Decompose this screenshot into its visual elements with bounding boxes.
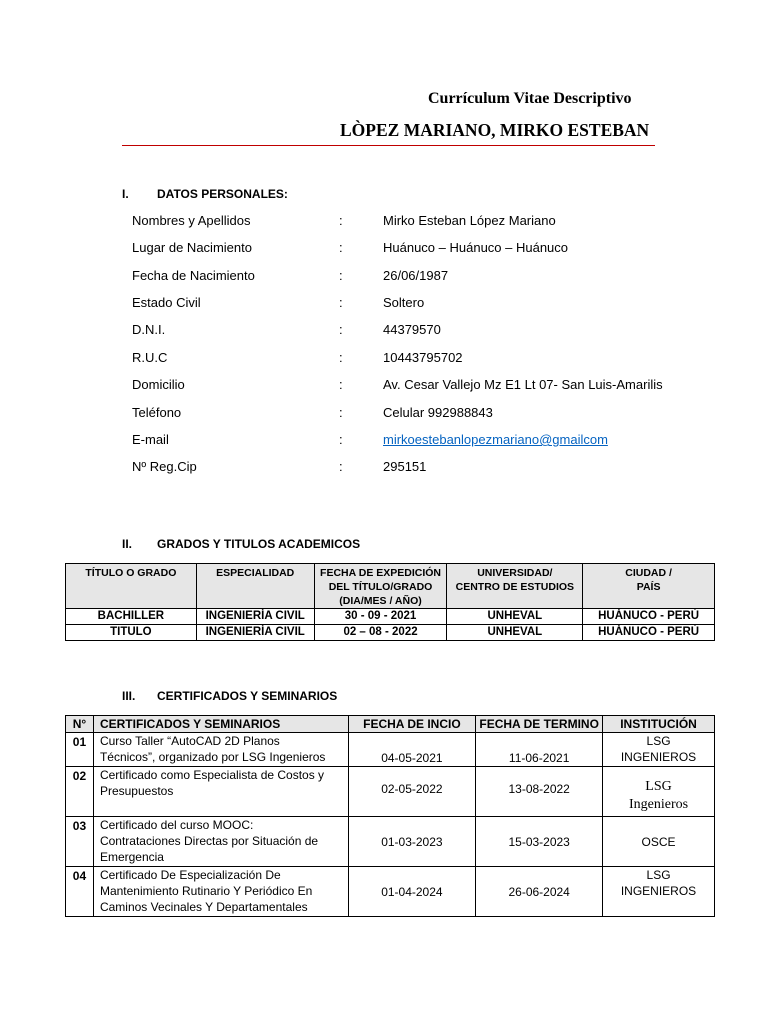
personal-row <box>0 350 768 370</box>
header-ciudad: CIUDAD / PAÍS <box>583 564 715 609</box>
header-especialidad: ESPECIALIDAD <box>196 564 314 609</box>
cell-num: 04 <box>66 867 94 917</box>
table-header-row <box>66 564 715 609</box>
header-num: N° <box>66 716 94 733</box>
field-colon: : <box>339 405 343 420</box>
cell-fecha: 02 – 08 - 2022 <box>314 625 447 641</box>
personal-row <box>0 432 768 452</box>
personal-row <box>0 459 768 479</box>
field-colon: : <box>339 459 343 474</box>
cell-fecha-termino: 13-08-2022 <box>476 767 603 817</box>
field-value: Huánuco – Huánuco – Huánuco <box>383 240 569 255</box>
grados-table <box>65 563 715 641</box>
field-colon: : <box>339 377 343 392</box>
cell-universidad: UNHEVAL <box>447 625 583 641</box>
cell-fecha-termino: 11-06-2021 <box>476 733 603 767</box>
cell-num: 01 <box>66 733 94 767</box>
section-number: I. <box>122 187 129 201</box>
field-value: Soltero <box>383 295 425 310</box>
header-fecha-termino: FECHA DE TERMINO <box>476 716 603 733</box>
header-certificados: CERTIFICADOS Y SEMINARIOS <box>93 716 348 733</box>
field-colon: : <box>339 240 343 255</box>
field-colon: : <box>339 350 343 365</box>
field-value: Celular 992988843 <box>383 405 493 420</box>
field-label: E-mail <box>132 432 169 447</box>
table-row <box>66 609 715 625</box>
field-value: 26/06/1987 <box>383 268 449 283</box>
email-link[interactable]: mirkoestebanlopezmariano@gmailcom <box>383 432 608 447</box>
cell-description: Certificado De Especialización De Mantenimiento Rutinario Y Periódico En Caminos Vecinales Y Departamentales <box>93 867 348 917</box>
cell-num: 02 <box>66 767 94 817</box>
candidate-name: LÒPEZ MARIANO, MIRKO ESTEBAN <box>340 120 650 140</box>
personal-row <box>0 213 768 233</box>
cell-titulo: TITULO <box>66 625 197 641</box>
cell-fecha-termino: 26-06-2024 <box>476 867 603 917</box>
document-title: Currículum Vitae Descriptivo <box>428 90 632 107</box>
field-value: 44379570 <box>383 322 441 337</box>
field-colon: : <box>339 268 343 283</box>
cell-especialidad: INGENIERÍA CIVIL <box>196 609 314 625</box>
field-colon: : <box>339 322 343 337</box>
header-fecha-inicio: FECHA DE INCIO <box>348 716 476 733</box>
section-title: GRADOS Y TITULOS ACADEMICOS <box>157 537 361 551</box>
cell-num: 03 <box>66 817 94 867</box>
cell-fecha-inicio: 02-05-2022 <box>348 767 476 817</box>
field-label: D.N.I. <box>132 322 166 337</box>
cell-fecha-termino: 15-03-2023 <box>476 817 603 867</box>
table-row <box>66 817 715 867</box>
cell-universidad: UNHEVAL <box>447 609 583 625</box>
field-value: 10443795702 <box>383 350 463 365</box>
field-label: Nº Reg.Cip <box>132 459 197 474</box>
field-label: Estado Civil <box>132 295 201 310</box>
cell-description: Curso Taller “AutoCAD 2D Planos Técnicos”, organizado por LSG Ingenieros <box>93 733 348 767</box>
header-titulo: TÍTULO O GRADO <box>66 564 197 609</box>
field-label: Nombres y Apellidos <box>132 213 251 228</box>
table-row <box>66 867 715 917</box>
cell-fecha-inicio: 04-05-2021 <box>348 733 476 767</box>
section-number: II. <box>122 537 133 551</box>
cell-institucion: LSG INGENIEROS <box>603 867 715 917</box>
cell-ciudad: HUÁNUCO - PERÚ <box>583 609 715 625</box>
cell-ciudad: HUÁNUCO - PERÚ <box>583 625 715 641</box>
section-title: CERTIFICADOS Y SEMINARIOS <box>157 689 338 703</box>
cell-fecha-inicio: 01-03-2023 <box>348 817 476 867</box>
table-header-row <box>66 716 715 733</box>
personal-row <box>0 405 768 425</box>
cell-description: Certificado como Especialista de Costos y Presupuestos <box>93 767 348 817</box>
personal-row <box>0 377 768 397</box>
cell-institucion: OSCE <box>603 817 715 867</box>
field-value: Av. Cesar Vallejo Mz E1 Lt 07- San Luis-Amarilis <box>383 377 663 392</box>
header-fecha-expedicion: FECHA DE EXPEDICIÓN DEL TÍTULO/GRADO (DIA/MES / AÑO) <box>314 564 447 609</box>
table-row <box>66 767 715 817</box>
personal-row <box>0 322 768 342</box>
cell-titulo: BACHILLER <box>66 609 197 625</box>
field-label: R.U.C <box>132 350 168 365</box>
header-universidad: UNIVERSIDAD/ CENTRO DE ESTUDIOS <box>447 564 583 609</box>
cell-institucion: LSG INGENIEROS <box>603 733 715 767</box>
personal-row <box>0 268 768 288</box>
cell-description: Certificado del curso MOOC: Contrataciones Directas por Situación de Emergencia <box>93 817 348 867</box>
field-value: Mirko Esteban López Mariano <box>383 213 556 228</box>
header-institucion: INSTITUCIÓN <box>603 716 715 733</box>
table-row <box>66 625 715 641</box>
field-colon: : <box>339 213 343 228</box>
cell-especialidad: INGENIERÍA CIVIL <box>196 625 314 641</box>
field-label: Domicilio <box>132 377 185 392</box>
certificados-table <box>65 715 715 917</box>
cell-institucion: LSG Ingenieros <box>603 767 715 817</box>
personal-row <box>0 240 768 260</box>
table-row <box>66 733 715 767</box>
title-divider <box>122 145 655 146</box>
field-value: 295151 <box>383 459 427 474</box>
field-colon: : <box>339 295 343 310</box>
field-label: Lugar de Nacimiento <box>132 240 252 255</box>
field-colon: : <box>339 432 343 447</box>
section-title: DATOS PERSONALES: <box>157 187 288 201</box>
cell-fecha-inicio: 01-04-2024 <box>348 867 476 917</box>
personal-row <box>0 295 768 315</box>
field-label: Fecha de Nacimiento <box>132 268 255 283</box>
field-label: Teléfono <box>132 405 182 420</box>
section-number: III. <box>122 689 136 703</box>
cell-fecha: 30 - 09 - 2021 <box>314 609 447 625</box>
